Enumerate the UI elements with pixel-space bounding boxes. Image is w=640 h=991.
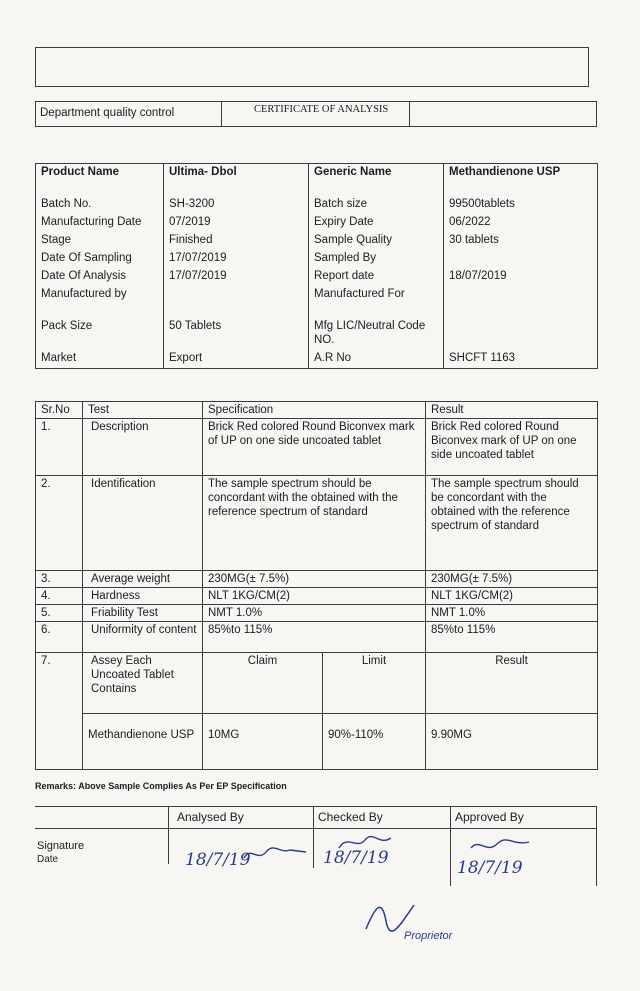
test-no: 5. (36, 605, 83, 622)
assay-item: Methandienone USP (83, 714, 203, 770)
info-label: Pack Size (36, 318, 164, 350)
signature-label: Signature (37, 840, 85, 852)
assay-limit-header: Limit (323, 653, 426, 714)
test-no: 4. (36, 588, 83, 605)
info-row (36, 268, 598, 286)
test-no: 3. (36, 571, 83, 588)
info-value: 18/07/2019 (444, 268, 598, 286)
info-value: 06/2022 (444, 214, 598, 232)
department-label: Department quality control (40, 107, 175, 119)
info-value: Finished (164, 232, 309, 250)
test-result: Brick Red colored Round Biconvex mark of UP on one side uncoated tablet (426, 419, 598, 476)
proprietor-label: Proprietor (404, 930, 453, 942)
assay-value-row (36, 714, 598, 770)
test-row (36, 476, 598, 571)
info-label: A.R No (309, 350, 444, 369)
info-label: Batch No. (36, 196, 164, 214)
test-spec: 230MG(± 7.5%) (203, 571, 426, 588)
info-row (36, 164, 598, 197)
info-value: Export (164, 350, 309, 369)
test-spec: Brick Red colored Round Biconvex mark of UP on one side uncoated tablet (203, 419, 426, 476)
test-name: Identification (83, 476, 203, 571)
checked-signature (335, 832, 395, 854)
info-label: Sample Quality (309, 232, 444, 250)
assay-claim: 10MG (203, 714, 323, 770)
test-no: 2. (36, 476, 83, 571)
info-label: Stage (36, 232, 164, 250)
info-value: 17/07/2019 (164, 268, 309, 286)
info-value: 50 Tablets (164, 318, 309, 350)
info-label: Manufactured by (36, 286, 164, 318)
analysed-date: 18/7/19 (185, 850, 251, 870)
header-result: Result (426, 402, 598, 419)
test-spec: NLT 1KG/CM(2) (203, 588, 426, 605)
test-row (36, 622, 598, 653)
test-result: The sample spectrum should be concordant with the obtained with the reference spectrum of standard (426, 476, 598, 571)
checked-date: 18/7/19 (323, 848, 389, 868)
approved-signature (467, 834, 537, 858)
test-name: Friability Test (83, 605, 203, 622)
info-row (36, 214, 598, 232)
info-value: 17/07/2019 (164, 250, 309, 268)
info-value: 99500tablets (444, 196, 598, 214)
remarks: Remarks: Above Sample Complies As Per EP Specification (35, 781, 287, 791)
header-strip (35, 101, 597, 127)
info-value (164, 286, 309, 318)
test-result: 230MG(± 7.5%) (426, 571, 598, 588)
header-test: Test (83, 402, 203, 419)
info-row (36, 350, 598, 369)
test-name: Uniformity of content (83, 622, 203, 653)
approved-by-label: Approved By (455, 810, 524, 824)
info-label: Batch size (309, 196, 444, 214)
tests-header-row (36, 402, 598, 419)
info-label: Market (36, 350, 164, 369)
info-value: 07/2019 (164, 214, 309, 232)
info-value: Ultima- Dbol (164, 164, 309, 197)
info-row (36, 250, 598, 268)
header-srno: Sr.No (36, 402, 83, 419)
info-label: Date Of Sampling (36, 250, 164, 268)
info-value (444, 250, 598, 268)
test-spec: The sample spectrum should be concordant with the obtained with the reference spectrum of standard (203, 476, 426, 571)
info-row (36, 232, 598, 250)
test-name: Average weight (83, 571, 203, 588)
test-spec: 85%to 115% (203, 622, 426, 653)
assay-test: Assey Each Uncoated Tablet Contains (83, 653, 203, 714)
product-info-table (35, 163, 598, 369)
analysed-by-label: Analysed By (177, 810, 244, 824)
test-spec: NMT 1.0% (203, 605, 426, 622)
test-row (36, 605, 598, 622)
info-label: Manufacturing Date (36, 214, 164, 232)
info-value (444, 286, 598, 318)
info-row (36, 196, 598, 214)
checked-by-label: Checked By (318, 810, 383, 824)
info-label: Expiry Date (309, 214, 444, 232)
assay-limit: 90%-110% (323, 714, 426, 770)
test-row (36, 588, 598, 605)
test-name: Hardness (83, 588, 203, 605)
info-label: Manufactured For (309, 286, 444, 318)
info-label: Generic Name (309, 164, 444, 197)
page-title: CERTIFICATE OF ANALYSIS (254, 104, 389, 115)
test-no: 6. (36, 622, 83, 653)
info-label: Product Name (36, 164, 164, 197)
test-row (36, 571, 598, 588)
analysed-signature (240, 842, 310, 866)
approved-date: 18/7/19 (457, 858, 523, 878)
test-no: 1. (36, 419, 83, 476)
date-label: Date (37, 854, 59, 865)
signoff-block (35, 806, 597, 886)
info-value (444, 318, 598, 350)
test-result: NMT 1.0% (426, 605, 598, 622)
test-result: NLT 1KG/CM(2) (426, 588, 598, 605)
info-value: 30 tablets (444, 232, 598, 250)
assay-no: 7. (36, 653, 83, 714)
tests-table (35, 401, 598, 770)
assay-result-header: Result (426, 653, 598, 714)
info-label: Report date (309, 268, 444, 286)
test-name: Description (83, 419, 203, 476)
proprietor-signature (360, 895, 420, 935)
header-specification: Specification (203, 402, 426, 419)
test-row (36, 419, 598, 476)
info-label: Mfg LIC/Neutral Code NO. (309, 318, 444, 350)
info-value: SH-3200 (164, 196, 309, 214)
info-value: Methandienone USP (444, 164, 598, 197)
info-label: Date Of Analysis (36, 268, 164, 286)
assay-result: 9.90MG (426, 714, 598, 770)
assay-claim-header: Claim (203, 653, 323, 714)
top-blank-box (35, 47, 589, 87)
test-result: 85%to 115% (426, 622, 598, 653)
info-value: SHCFT 1163 (444, 350, 598, 369)
info-row (36, 286, 598, 318)
assay-row (36, 653, 598, 714)
info-row (36, 318, 598, 350)
info-label: Sampled By (309, 250, 444, 268)
